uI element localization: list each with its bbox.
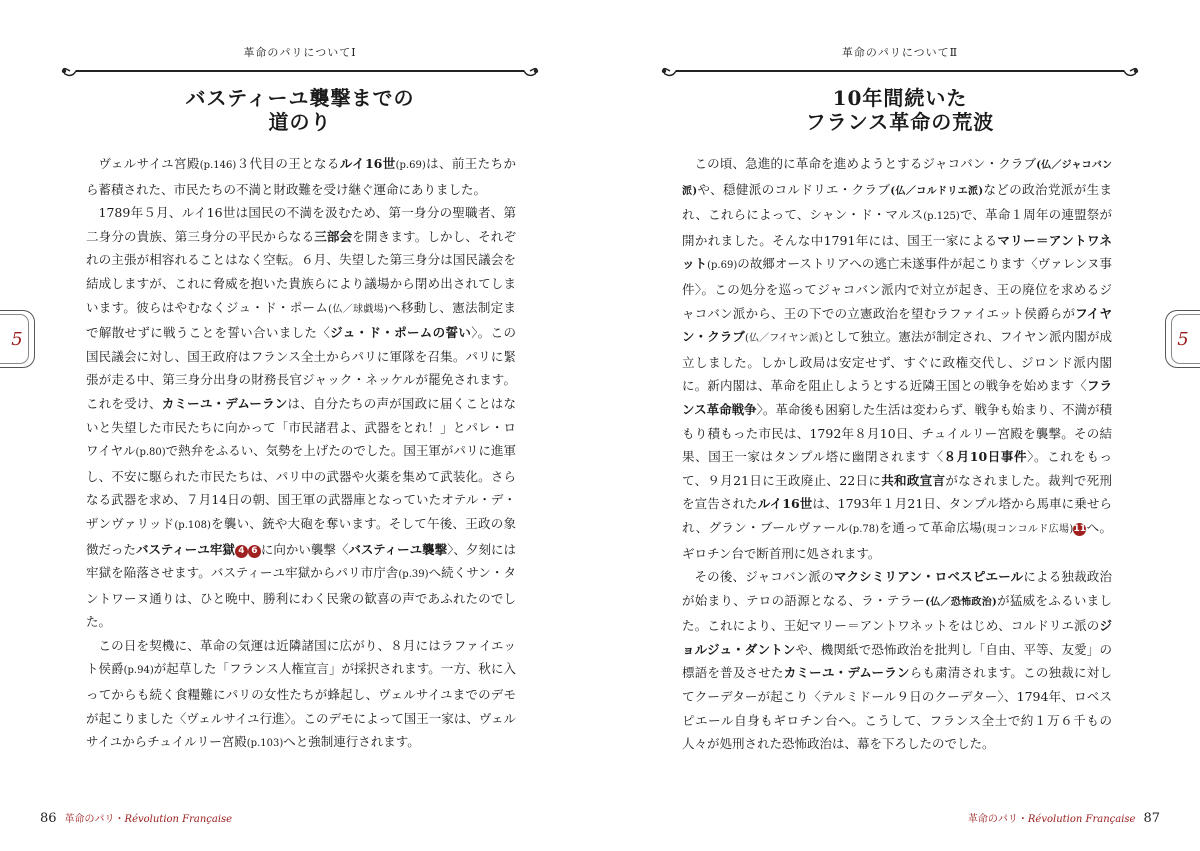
- page-number: 87: [1143, 811, 1160, 826]
- footer-latin: Révolution Française: [124, 814, 233, 825]
- footer-latin: Révolution Française: [1027, 814, 1136, 825]
- running-head: 革命のパリについてⅡ: [841, 46, 959, 59]
- body-text: [86, 152, 516, 756]
- paragraph: この日を契機に、革命の気運は近隣諸国に広がり、８月にはラファイエット侯爵(p.94)が起草した「フランス人権宣言」が採択されます。一方、秋に入ってからも続く食糧難にパリの女性たちが蜂起し、ヴェルサイユまでのデモが起こりました〈ヴェルサイユ行進〉。このデモによって国王一家は、ヴェルサイユからチュイルリー宮殿(p.103)へと強制連行されます。: [86, 637, 516, 750]
- page-number: 86: [40, 811, 57, 826]
- footer-title: 革命のパリ・: [967, 814, 1028, 825]
- map-marker-badge: 4: [235, 545, 248, 558]
- footer-title: 革命のパリ・: [64, 814, 125, 825]
- paragraph: この頃、急進的に革命を進めようとするジャコバン・クラブ(仏／ジャコバン派)や、穏健派のコルドリエ・クラブ(仏／コルドリエ派)などの政治党派が生まれ、これらによって、シャン・ド・マルス(p.125)で、革命１周年の連盟祭が開かれました。そんな中1791年には、国王一家によるマリー＝アントワネット(p.69)の故郷オーストリアへの逃亡未遂事件が起こります〈ヴァレンヌ事件〉。この処分を巡ってジャコバン派内で対立が起き、王の廃位を求めるジャコバン派から、王の下での立憲政治を望むラファイエット侯爵らがフイヤン・クラブ(仏／フイヤン派)として独立。憲法が制定され、フイヤン派内閣が成立しました。しかし政局は安定せず、すぐに政権交代し、ジロンド派内閣に。新内閣は、革命を阻止しようとする近隣王国との戦争を始めます〈フランス革命戦争〉。革命後も困窮した生活は変わらず、戦争も始まり、不満が積もり積もった市民は、1792年８月10日、チュイルリー宮殿を襲撃。その結果、国王一家はタンプル塔に幽閉されます〈８月10日事件〉。これをもって、９月21日に王政廃止、22日に共和政宣言がなされました。裁判で死刑を宣告されたルイ16世は、1793年１月21日、タンプル塔から馬車に乗せられ、グラン・ブールヴァール(p.78)を通って革命広場(現コンコルド広場)11へ。ギロチン台で断首刑に処されます。: [682, 156, 1113, 561]
- page-footer: [968, 810, 1168, 826]
- chapter-title: [0, 86, 600, 134]
- title-line-2: フランス革命の荒波: [805, 110, 995, 134]
- map-marker-badge: 11: [1073, 523, 1087, 534]
- chapter-tab: 5: [1165, 310, 1200, 368]
- chapter-tab: 5: [0, 310, 35, 368]
- ornament-divider-icon: [50, 64, 550, 78]
- paragraph: 1789年５月、ルイ16世は国民の不満を汲むため、第一身分の聖職者、第二身分の貴族、第三身分の平民からなる三部会を開きます。しかし、それぞれの主張が相容れることはなく空転。６月、失望した第三身分は国民議会を結成しますが、これに脅威を抱いた貴族らにより議場から閉め出されてしまいます。彼らはやむなくジュ・ド・ポーム(仏／球戯場)へ移動し、憲法制定まで解散せずに戦うことを誓い合いました〈ジュ・ド・ポームの誓い〉。この国民議会に対し、国王政府はフランス全土からパリに軍隊を召集。パリに緊張が走る中、第三身分出身の財務長官ジャック・ネッケルが罷免されます。これを受け、カミーユ・デムーランは、自分たちの声が国政に届くことはないと失望した市民たちに向かって「市民諸君よ、武器をとれ！」とパレ・ロワイヤル(p.80)で熱弁をふるい、気勢を上げたのでした。国王軍がパリに進軍し、不安に駆られた市民たちは、パリ中の武器や火薬を集めて武装化。さらなる武器を求め、７月14日の朝、国王軍の武器庫となっていたオテル・デ・ザンヴァリッド(p.108)を襲い、銃や大砲を奪います。そして午後、王政の象徴だったバスティーユ牢獄 4 6 に向かい襲撃〈バスティーユ襲撃〉、夕刻には牢獄を陥落させます。バスティーユ牢獄からパリ市庁舎(p.39)へ続くサン・タントワーヌ通りは、ひと晩中、勝利にわく民衆の歓喜の声であふれたのでした。: [86, 205, 516, 630]
- ornament-divider-icon: [650, 64, 1150, 78]
- page-footer: [32, 810, 232, 826]
- paragraph: ヴェルサイユ宮殿(p.146)３代目の王となるルイ16世(p.69)は、前王たちから蓄積された、市民たちの不満と財政難を受け継ぐ運命にありました。: [86, 156, 516, 197]
- paragraph: その後、ジャコバン派のマクシミリアン・ロベスピエールによる独裁政治が始まり、テロの語源となる、ラ・テラー(仏／恐怖政治)が猛威をふるいました。これにより、王妃マリー＝アントワネットをはじめ、コルドリエ派のジョルジュ・ダントンや、機関紙で恐怖政治を批判し「自由、平等、友愛」の標語を普及させたカミーユ・デムーランらも粛清されます。この独裁に対してクーデターが起こり〈テルミドール９日のクーデター〉、1794年、ロベスピエール自身もギロチン台へ。こうして、フランス全土で約１万６千もの人々が処刑された恐怖政治は、幕を下ろしたのでした。: [682, 569, 1112, 752]
- title-line-2: 道のり: [268, 110, 332, 134]
- chapter-title: [600, 86, 1200, 134]
- title-line-1: 10年間続いた: [832, 86, 968, 110]
- map-marker-badge: 6: [248, 545, 261, 558]
- right-page: [600, 0, 1200, 851]
- title-line-1: バスティーユ襲撃までの: [185, 86, 415, 110]
- running-head: 革命のパリについてⅠ: [243, 46, 357, 59]
- body-text: [682, 152, 1112, 756]
